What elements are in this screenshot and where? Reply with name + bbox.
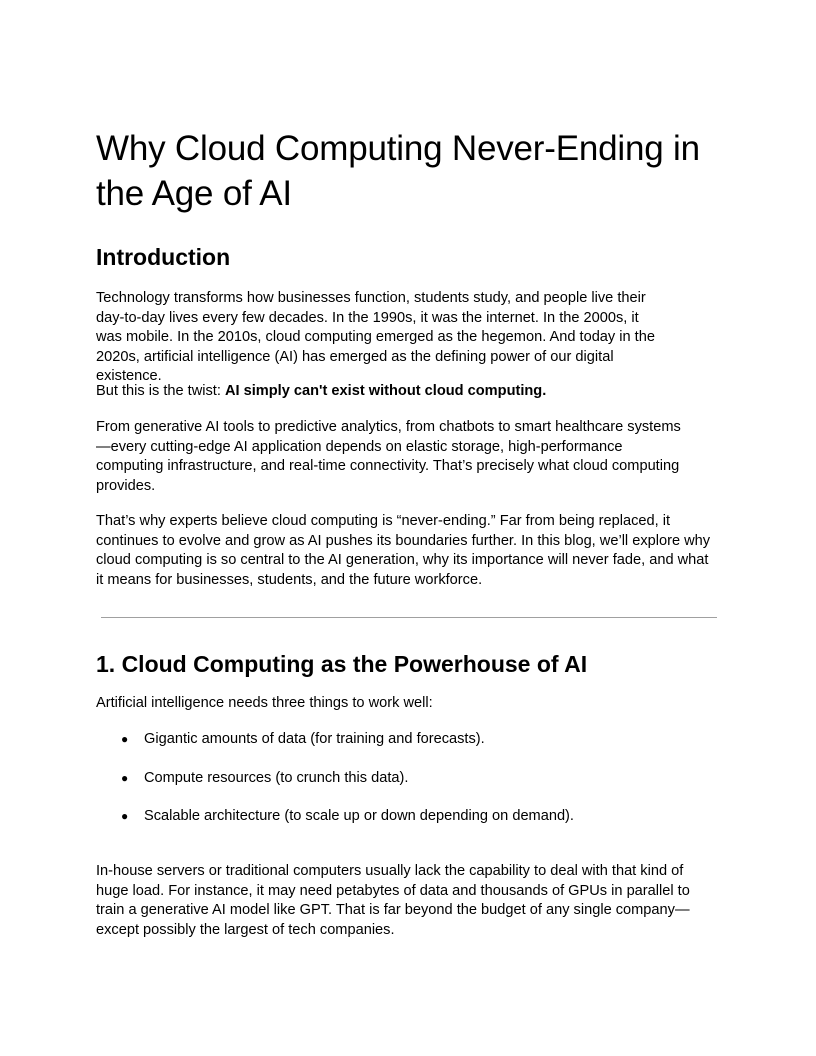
bullet-icon: ● (121, 732, 129, 746)
section-1-paragraph-2: In-house servers or traditional computers usually lack the capability to deal with that kind of huge load. For instance, it may need petabytes of data and thousands of GPUs in parallel to train a generative AI model like GPT. That is far beyond the budget of any single company—except possibly the largest of tech companies. (96, 863, 690, 938)
list-item (96, 807, 720, 846)
intro-heading: Introduction (96, 244, 231, 270)
intro-paragraph-3: From generative AI tools to predictive analytics, from chatbots to smart healthcare systems—every cutting-edge AI application depends on elastic storage, high-performance computing infrastructure, and real-time connectivity. That’s precisely what cloud computing provides. (96, 419, 681, 494)
intro-paragraph-2 (96, 382, 720, 402)
intro-paragraph-2-text: But this is the twist: (96, 383, 225, 399)
bullet-icon: ● (121, 770, 129, 785)
list-item-text: Compute resources (to crunch this data). (144, 769, 409, 786)
intro-paragraph-1: Technology transforms how businesses function, students study, and people live their day-to-day lives every few decades. In the 1990s, it was the internet. In the 2000s, it was mobile. In the 2010s, cloud computing emerged as the hegemon. And today in the 2020s, artificial intelligence (AI) has emerged as the defining power of our digital existence. (96, 290, 655, 384)
intro-paragraph-2-bold: AI simply can't exist without cloud computing. (224, 383, 547, 399)
document-title: Why Cloud Computing Never-Ending in the Age of AI (96, 129, 700, 213)
section-1-paragraph-1: Artificial intelligence needs three things to work well: (96, 695, 433, 711)
bullet-icon: ● (121, 809, 129, 823)
section-1-heading: 1. Cloud Computing as the Powerhouse of AI (96, 651, 588, 677)
horizontal-divider (101, 617, 717, 618)
section-1-bullet-list (96, 730, 720, 846)
list-item-text: Scalable architecture (to scale up or down depending on demand). (144, 808, 574, 824)
list-item (96, 730, 720, 769)
list-item-text: Gigantic amounts of data (for training and forecasts). (144, 731, 485, 747)
intro-paragraph-4: That’s why experts believe cloud computing is “never-ending.” Far from being replaced, it continues to evolve and grow as AI pushes its boundaries further. In this blog, we’ll explore why cloud computing is so central to the AI generation, why its importance will never fade, and what it means for businesses, students, and the future workforce. (96, 513, 711, 588)
list-item (96, 769, 720, 808)
